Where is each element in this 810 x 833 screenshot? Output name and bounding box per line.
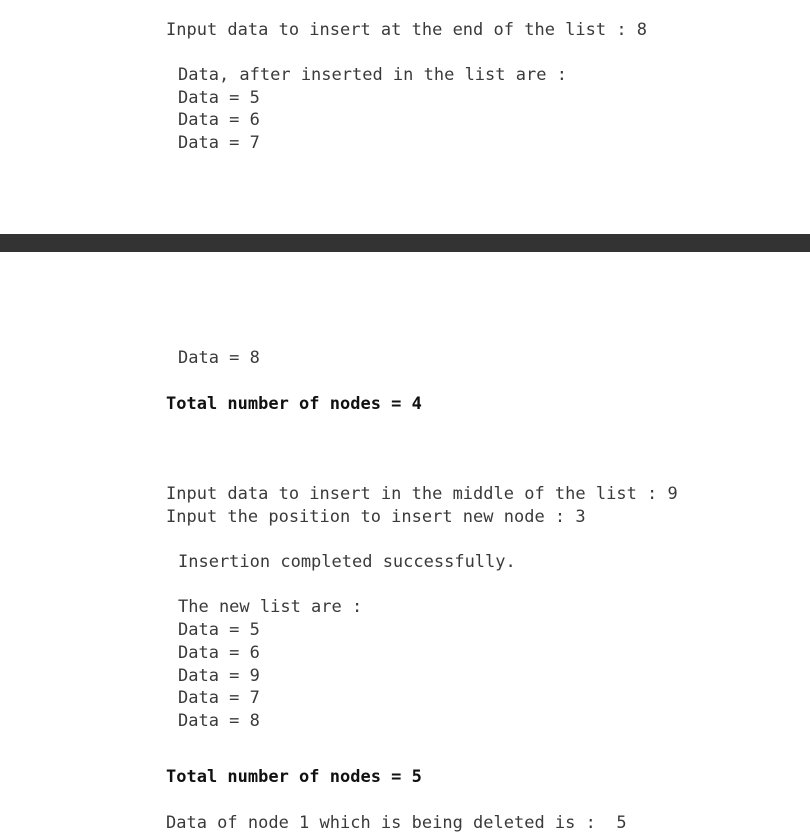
input-prompt-middle: Input data to insert in the middle of the list : 9	[166, 484, 678, 504]
list-item: Data = 9	[178, 666, 260, 686]
list-heading: The new list are :	[178, 597, 363, 617]
list-heading: Data, after inserted in the list are :	[178, 65, 567, 85]
list-item: Data = 8	[178, 711, 260, 731]
total-nodes: Total number of nodes = 4	[166, 394, 422, 414]
input-prompt-position: Input the position to insert new node : 3	[166, 507, 586, 527]
total-nodes: Total number of nodes = 5	[166, 767, 422, 787]
list-item: Data = 6	[178, 110, 260, 130]
page-divider	[0, 234, 810, 252]
list-item: Data = 7	[178, 133, 260, 153]
deleted-node-message: Data of node 1 which is being deleted is : 5	[166, 813, 627, 833]
input-prompt-end: Input data to insert at the end of the list : 8	[166, 20, 648, 40]
list-item: Data = 8	[178, 348, 260, 368]
list-item: Data = 5	[178, 88, 260, 108]
list-item: Data = 6	[178, 643, 260, 663]
list-item: Data = 7	[178, 688, 260, 708]
status-message: Insertion completed successfully.	[178, 552, 516, 572]
list-item: Data = 5	[178, 620, 260, 640]
